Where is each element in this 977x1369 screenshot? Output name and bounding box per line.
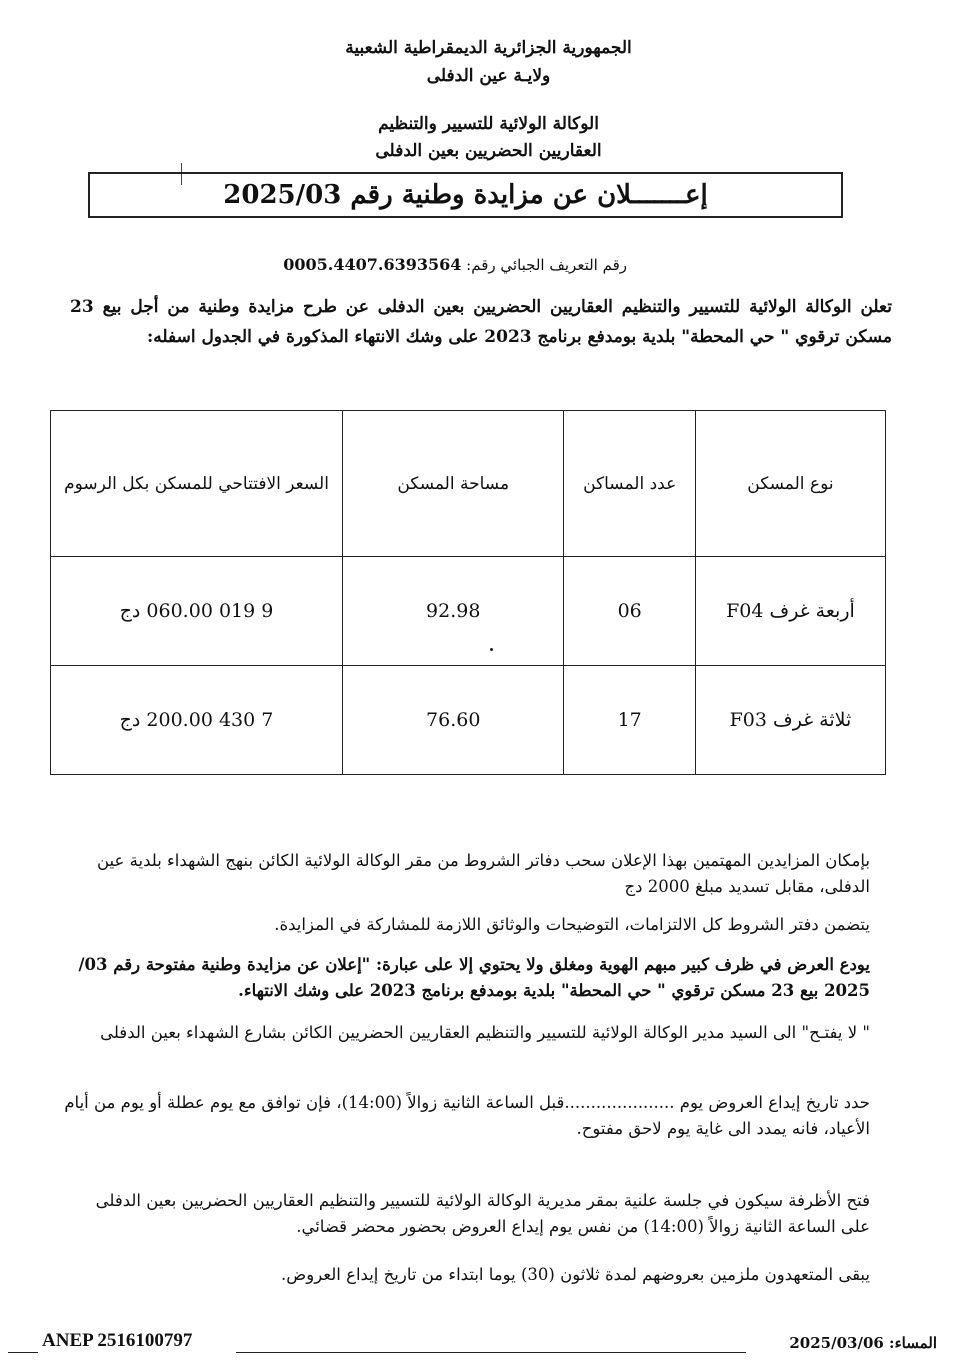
header-opening-price: السعر الافتتاحي للمسكن بكل الرسوم <box>51 411 343 557</box>
header-unit-count: عدد المساكن <box>564 411 695 557</box>
paragraph-specs-contents: يتضمن دفتر الشروط كل الالتزامات، التوضيحات والوثائق اللازمة للمشاركة في المزايدة. <box>274 915 870 934</box>
cell-housing-type: أربعة غرف F04 <box>695 557 885 666</box>
table-row <box>51 557 886 666</box>
footer-rule-middle <box>236 1352 746 1353</box>
paragraph-validity: يبقى المتعهدون ملزمين بعروضهم لمدة ثلاثون (30) يوما ابتداء من تاريخ إيداع العروض. <box>281 1265 870 1284</box>
table-row <box>51 666 886 775</box>
header-unit-area: مساحة المسكن <box>343 411 564 557</box>
table-header-row <box>51 411 886 557</box>
intro-paragraph: تعلن الوكالة الولائية للتسيير والتنظيم العقاريين الحضريين بعين الدفلى عن طرح مزايدة وطنية من أجل بيع 23 مسكن ترقوي " حي المحطة" بلدية بومدفع برنامج 2023 على وشك الانتهاء المذكورة في الجدول اسفله: <box>70 297 892 347</box>
paragraph-deadline: حدد تاريخ إيداع العروض يوم .....................قبل الساعة الثانية زوالاً (14:00)، فإن توافق مع يوم عطلة أو يوم من أيام الأعياد، فانه يمدد الى غاية يوم لاحق مفتوح. <box>64 1093 870 1138</box>
tax-id-label: رقم التعريف الجبائي رقم: <box>466 256 627 274</box>
header-agency-sub: العقاريين الحضريين بعين الدفلى <box>375 141 602 161</box>
cell-unit-count: 06 <box>564 557 695 666</box>
paragraph-specs-withdrawal: بإمكان المزايدين المهتمين بهذا الإعلان سحب دفاتر الشروط من مقر الوكالة الولائية الكائن بنهج الشهداء بلدية عين الدفلى، مقابل تسديد مبلغ 2000 دج <box>97 851 870 896</box>
announcement-title-box <box>88 172 843 218</box>
paragraph-envelope: يودع العرض في ظرف كبير مبهم الهوية ومغلق ولا يحتوي إلا على عبارة: "إعلان عن مزايدة وطنية مفتوحة رقم 03/ 2025 بيع 23 مسكن ترقوي " حي المحطة" بلدية بومدفع برنامج 2023 على وشك الانتهاء. <box>78 955 870 1000</box>
cell-opening-price: 7 430 200.00 دج <box>51 666 343 775</box>
cell-housing-type: ثلاثة غرف F03 <box>695 666 885 775</box>
cell-unit-count: 17 <box>564 666 695 775</box>
header-housing-type: نوع المسكن <box>695 411 885 557</box>
housing-table <box>50 410 886 775</box>
publication-date <box>789 1334 937 1352</box>
publication-label: المساء: <box>889 1334 937 1352</box>
paragraph-do-not-open: " لا يفتـح" الى السيد مدير الوكالة الولائية للتسيير والتنظيم العقاريين الحضريين الكائن بشارع الشهداء بعين الدفلى <box>100 1023 870 1042</box>
cell-opening-price: 9 019 060.00 دج <box>51 557 343 666</box>
header-republic: الجمهورية الجزائرية الديمقراطية الشعبية <box>345 38 632 58</box>
cell-unit-area: 92.98 <box>343 557 564 666</box>
footer-rule-left <box>8 1352 38 1353</box>
publication-date-value: 2025/03/06 <box>789 1334 884 1352</box>
header-wilaya: ولايـة عين الدفلى <box>426 66 551 86</box>
announcement-title: إعـــــــلان عن مزايدة وطنية رقم 2025/03 <box>223 180 708 210</box>
tax-id-value: 0005.4407.6393564 <box>283 255 462 274</box>
cell-unit-area: 76.60 <box>343 666 564 775</box>
scan-dot <box>490 648 493 651</box>
tax-id-line <box>283 255 627 274</box>
header-agency: الوكالة الولائية للتسيير والتنظيم <box>378 114 599 134</box>
paragraph-opening-session: فتح الأظرفة سيكون في جلسة علنية بمقر مديرية الوكالة الولائية للتسيير والتنظيم العقاريين الحضريين بعين الدفلى على الساعة الثانية زوالاً (14:00) من نفس يوم إيداع العروض بحضور محضر قضائي. <box>95 1191 870 1236</box>
anep-reference: ANEP 2516100797 <box>42 1330 193 1351</box>
